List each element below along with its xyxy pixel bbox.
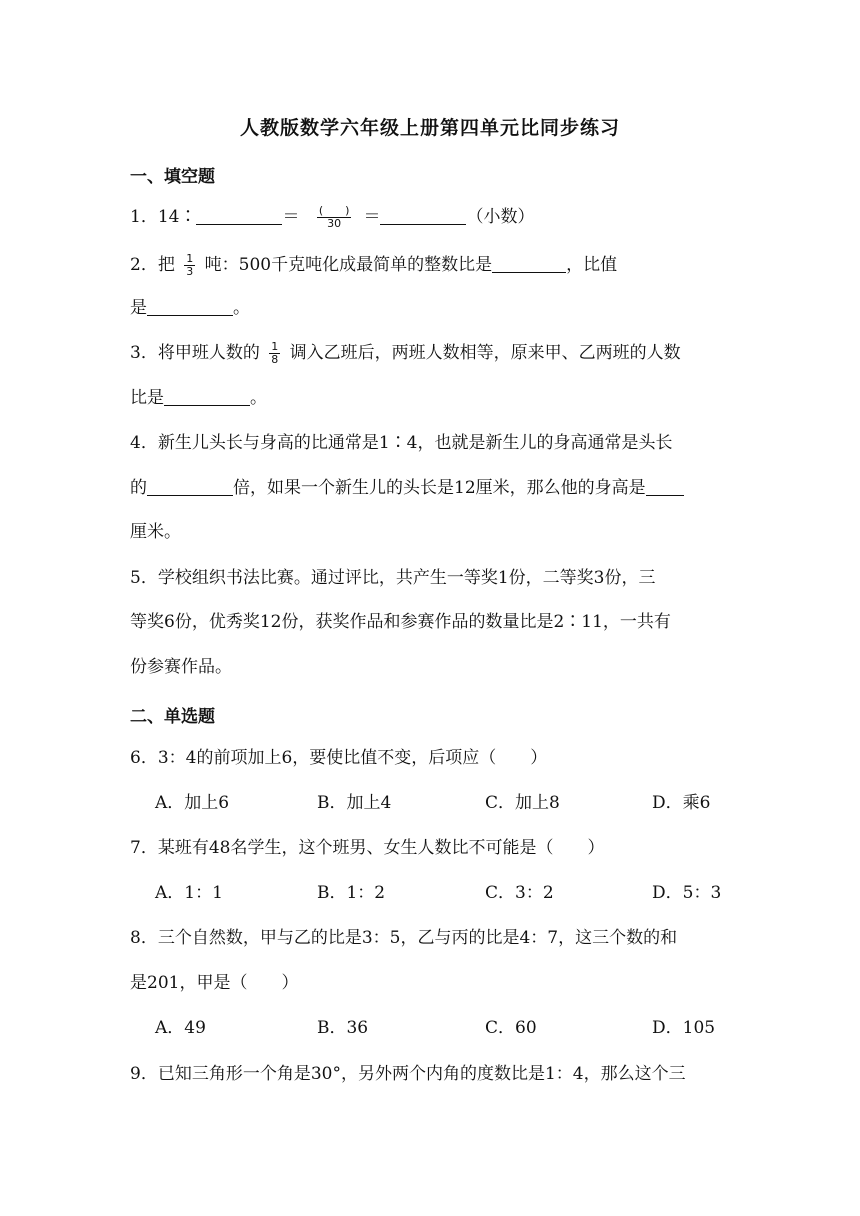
answer-blank[interactable]: [147, 477, 233, 496]
question-5: 5．学校组织书法比赛。通过评比，共产生一等奖1份，二等奖3份，三: [130, 568, 656, 588]
option-b[interactable]: B．1：2: [317, 883, 386, 903]
question-6-options: [155, 791, 735, 815]
option-a[interactable]: A．加上6: [155, 793, 230, 813]
answer-blank[interactable]: [196, 206, 282, 225]
option-d[interactable]: D．乘6: [652, 793, 711, 813]
option-d[interactable]: D．5：3: [652, 883, 722, 903]
fraction: $\frac{1}{8}$: [271, 340, 279, 366]
fraction: $\frac{( )}{30}$: [318, 204, 350, 230]
question-2-cont: 是 。: [130, 298, 250, 318]
option-b[interactable]: B．加上4: [317, 793, 392, 813]
option-d[interactable]: D．105: [652, 1018, 716, 1038]
option-c[interactable]: C．3：2: [485, 883, 554, 903]
option-a[interactable]: A．1：1: [155, 883, 223, 903]
answer-blank[interactable]: [492, 254, 566, 273]
question-3: 3．将甲班人数的 $\frac{1}{8}$ 调入乙班后，两班人数相等，原来甲、乙两班的人数: [130, 340, 681, 366]
question-4-end: 厘米。: [130, 522, 181, 542]
question-8: 8．三个自然数，甲与乙的比是3：5，乙与丙的比是4：7，这三个数的和: [130, 928, 678, 948]
fraction: $\frac{1}{3}$: [186, 252, 194, 278]
page-title: 人教版数学六年级上册第四单元比同步练习: [239, 117, 620, 139]
question-4-cont: 的 倍，如果一个新生儿的头长是12厘米，那么他的身高是: [130, 476, 735, 500]
answer-blank[interactable]: [147, 297, 233, 316]
question-7-options: [155, 881, 735, 905]
option-a[interactable]: A．49: [155, 1018, 206, 1038]
option-b[interactable]: B．36: [317, 1018, 369, 1038]
question-1: 1．14∶ ＝ $\frac{( )}{30}$ ＝ （小数）: [130, 204, 535, 230]
question-5-end: 份参赛作品。: [130, 657, 232, 677]
question-7: 7．某班有48名学生，这个班男、女生人数比不可能是（ ）: [130, 838, 605, 858]
question-8-cont: 是201，甲是（ ）: [130, 973, 299, 993]
option-c[interactable]: C．加上8: [485, 793, 560, 813]
answer-blank[interactable]: [164, 387, 250, 406]
question-9: 9．已知三角形一个角是30°，另外两个内角的度数比是1：4，那么这个三: [130, 1064, 686, 1084]
answer-blank[interactable]: [646, 477, 684, 496]
section-fill-heading: 一、填空题: [130, 167, 215, 187]
question-4: 4．新生儿头长与身高的比通常是1∶4，也就是新生儿的身高通常是头长: [130, 433, 673, 453]
question-6: 6．3：4的前项加上6，要使比值不变，后项应（ ）: [130, 748, 548, 768]
question-3-cont: 比是 。: [130, 388, 267, 408]
answer-blank[interactable]: [380, 206, 466, 225]
section-choice-heading: 二、单选题: [130, 707, 215, 727]
question-2: 2．把 $\frac{1}{3}$ 吨：500千克吨化成最简单的整数比是 ，比值: [130, 252, 618, 278]
option-c[interactable]: C．60: [485, 1018, 537, 1038]
question-8-options: [155, 1016, 735, 1040]
question-5-cont: 等奖6份，优秀奖12份，获奖作品和参赛作品的数量比是2∶11，一共有: [130, 612, 671, 632]
